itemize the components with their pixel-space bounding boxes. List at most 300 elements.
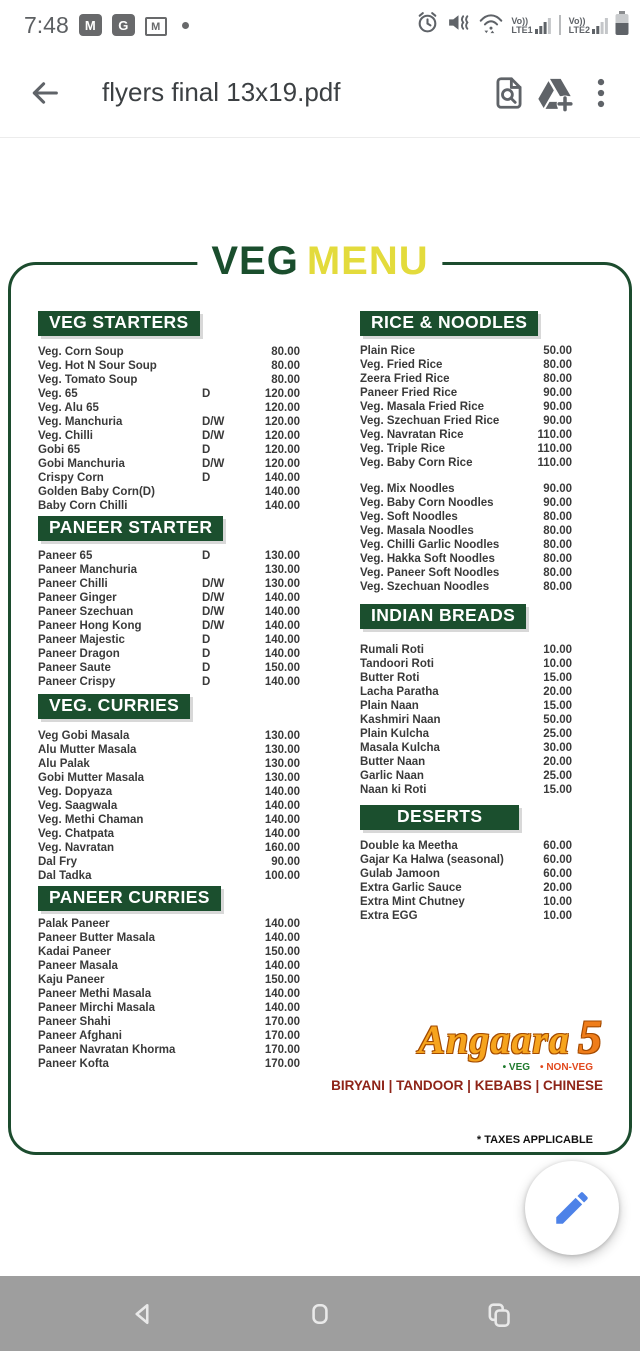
menu-item [38, 799, 300, 813]
status-time: 7:48 [24, 11, 69, 38]
mute-vibrate-icon [446, 10, 471, 40]
google-app-notification-icon: G [112, 14, 135, 36]
menu-item-price: 140.00 [264, 800, 300, 812]
menu-item-list [360, 344, 572, 594]
menu-item-name: Crispy Corn [38, 472, 104, 484]
menu-item-tag: D/W [202, 578, 225, 590]
menu-item-price: 20.00 [543, 882, 572, 894]
menu-item-price: 10.00 [543, 896, 572, 908]
menu-item-name: Veg. Szechuan Noodles [360, 581, 490, 593]
menu-item-price: 20.00 [543, 756, 572, 768]
menu-item-price: 90.00 [543, 415, 572, 427]
menu-section-header: PANEER CURRIES [38, 886, 221, 911]
menu-item-price: 120.00 [264, 402, 300, 414]
menu-item-price: 130.00 [264, 744, 300, 756]
menu-item [38, 729, 300, 743]
navigation-bar [0, 1276, 640, 1351]
veg-label: • VEG [502, 1062, 531, 1073]
menu-item [38, 591, 300, 605]
menu-columns [11, 265, 629, 1071]
menu-item-name: Gulab Jamoon [360, 868, 440, 880]
menu-item-name: Veg. Hot N Sour Soup [38, 360, 157, 372]
signal-bars-icon [535, 16, 551, 34]
menu-item-name: Golden Baby Corn(D) [38, 486, 155, 498]
menu-item-name: Paneer Dragon [38, 648, 120, 660]
menu-item-price: 140.00 [264, 500, 300, 512]
menu-item [360, 713, 572, 727]
menu-item [360, 442, 572, 456]
menu-item [360, 783, 572, 797]
list-spacer [360, 470, 572, 482]
menu-item-name: Veg. Triple Rice [360, 443, 446, 455]
menu-item [360, 538, 572, 552]
menu-item-name: Veg. Masala Fried Rice [360, 401, 485, 413]
menu-item-tag: D [202, 634, 211, 646]
brand-number: 5 [578, 1011, 603, 1064]
menu-section-header: VEG. CURRIES [38, 694, 190, 719]
menu-item-name: Paneer Manchuria [38, 564, 138, 576]
menu-item [360, 755, 572, 769]
menu-item-price: 150.00 [264, 946, 300, 958]
menu-item-price: 140.00 [264, 918, 300, 930]
menu-section [360, 265, 572, 594]
status-bar [0, 0, 640, 48]
menu-section [360, 797, 572, 923]
menu-item [38, 633, 300, 647]
menu-item-name: Plain Kulcha [360, 728, 430, 740]
menu-item [360, 881, 572, 895]
menu-item-price: 120.00 [264, 430, 300, 442]
menu-item-price: 80.00 [543, 373, 572, 385]
menu-item-price: 90.00 [543, 387, 572, 399]
menu-item [360, 909, 572, 923]
back-button[interactable] [22, 70, 68, 116]
menu-item-name: Veg. Tomato Soup [38, 374, 138, 386]
menu-item-price: 10.00 [543, 658, 572, 670]
menu-item-price: 50.00 [543, 714, 572, 726]
menu-item-name: Paneer Hong Kong [38, 620, 142, 632]
menu-item [360, 580, 572, 594]
document-title: flyers final 13x19.pdf [102, 77, 341, 107]
menu-section-header: DESERTS [360, 805, 519, 830]
menu-item-price: 140.00 [264, 932, 300, 944]
menu-item-name: Veg. Mix Noodles [360, 483, 455, 495]
menu-item-tag: D [202, 388, 211, 400]
brand-block [331, 1011, 603, 1093]
menu-item [38, 429, 300, 443]
signal-bars-icon [592, 16, 608, 34]
menu-item-name: Veg. Szechuan Fried Rice [360, 415, 500, 427]
menu-item-price: 80.00 [543, 511, 572, 523]
menu-item-price: 80.00 [543, 581, 572, 593]
menu-item [38, 675, 300, 689]
menu-item [38, 499, 300, 513]
more-notifications-dot-icon [182, 22, 189, 29]
menu-item-price: 120.00 [264, 388, 300, 400]
menu-item-price: 140.00 [264, 648, 300, 660]
menu-item-list [360, 839, 572, 923]
menu-item [38, 373, 300, 387]
menu-item-name: Paneer 65 [38, 550, 93, 562]
menu-item-price: 120.00 [264, 416, 300, 428]
menu-item-name: Veg Gobi Masala [38, 730, 130, 742]
battery-icon [614, 10, 630, 41]
menu-item-price: 150.00 [264, 974, 300, 986]
menu-item [38, 1043, 300, 1057]
menu-item [360, 699, 572, 713]
menu-item-name: Extra Garlic Sauce [360, 882, 462, 894]
menu-item [360, 895, 572, 909]
add-to-drive-button[interactable] [532, 70, 578, 116]
menu-item-name: Veg. Soft Noodles [360, 511, 458, 523]
brand-subtitle [503, 1062, 593, 1073]
menu-item-name: Palak Paneer [38, 918, 110, 930]
menu-item-name: Veg. Chilli Garlic Noodles [360, 539, 500, 551]
menu-item-name: Paneer Kofta [38, 1058, 109, 1070]
menu-item-name: Paneer Ginger [38, 592, 117, 604]
menu-item-name: Veg. Corn Soup [38, 346, 124, 358]
overflow-menu-button[interactable] [578, 70, 624, 116]
menu-item [38, 619, 300, 633]
menu-item-name: Veg. Alu 65 [38, 402, 99, 414]
menu-item [38, 1015, 300, 1029]
menu-item-name: Zeera Fried Rice [360, 373, 450, 385]
menu-item-price: 140.00 [264, 960, 300, 972]
menu-item [38, 771, 300, 785]
menu-item-tag: D [202, 472, 211, 484]
menu-item [38, 443, 300, 457]
menu-item-price: 140.00 [264, 1002, 300, 1014]
menu-item-price: 80.00 [271, 374, 300, 386]
menu-item [38, 959, 300, 973]
menu-item-name: Butter Roti [360, 672, 420, 684]
menu-item-price: 120.00 [264, 444, 300, 456]
menu-item [38, 605, 300, 619]
mail-notification-icon: M [145, 17, 167, 36]
menu-item-tag: D [202, 550, 211, 562]
menu-item-price: 90.00 [543, 497, 572, 509]
menu-item-price: 100.00 [264, 870, 300, 882]
nav-back-button[interactable] [118, 1290, 166, 1338]
menu-item-list [38, 549, 300, 689]
menu-item-name: Paneer Crispy [38, 676, 116, 688]
find-in-document-button[interactable] [486, 70, 532, 116]
menu-item-price: 10.00 [543, 644, 572, 656]
menu-item-name: Kaju Paneer [38, 974, 105, 986]
menu-item-price: 110.00 [537, 457, 572, 469]
menu-item [360, 566, 572, 580]
menu-item-tag: D [202, 648, 211, 660]
menu-item-name: Veg. Masala Noodles [360, 525, 474, 537]
menu-item [38, 661, 300, 675]
menu-item [360, 657, 572, 671]
menu-item-tag: D/W [202, 458, 225, 470]
menu-item-price: 130.00 [264, 578, 300, 590]
menu-item-price: 140.00 [264, 988, 300, 1000]
menu-item [360, 510, 572, 524]
menu-item [38, 647, 300, 661]
brand-tagline: BIRYANI | TANDOOR | KEBABS | CHINESE [331, 1078, 603, 1093]
menu-item-price: 130.00 [264, 758, 300, 770]
menu-item [360, 643, 572, 657]
brand-logo [418, 1011, 604, 1064]
lte1-signal-indicator: Vo)) LTE1 [511, 16, 550, 34]
menu-item-tag: D [202, 662, 211, 674]
menu-item [360, 552, 572, 566]
menu-item-price: 140.00 [264, 606, 300, 618]
menu-item [38, 945, 300, 959]
menu-item-name: Veg. Navratan [38, 842, 115, 854]
menu-item [38, 813, 300, 827]
pdf-viewer[interactable] [0, 138, 640, 1276]
menu-item-list [38, 917, 300, 1071]
menu-item [360, 685, 572, 699]
menu-item [38, 387, 300, 401]
menu-item-name: Double ka Meetha [360, 840, 458, 852]
menu-item [38, 415, 300, 429]
menu-item [38, 549, 300, 563]
menu-item-price: 80.00 [271, 360, 300, 372]
nonveg-label: • NON-VEG [540, 1062, 593, 1073]
lte2-signal-indicator: Vo)) LTE2 [569, 16, 608, 34]
menu-item-price: 130.00 [264, 772, 300, 784]
menu-section-header: VEG STARTERS [38, 311, 200, 336]
menu-item-name: Plain Rice [360, 345, 415, 357]
menu-item-name: Veg. Baby Corn Noodles [360, 497, 494, 509]
menu-item [360, 524, 572, 538]
menu-item-name: Plain Naan [360, 700, 419, 712]
menu-item [38, 471, 300, 485]
menu-item-price: 140.00 [264, 620, 300, 632]
menu-item [38, 485, 300, 499]
menu-item-list [360, 643, 572, 797]
menu-item-price: 170.00 [264, 1030, 300, 1042]
alarm-icon [415, 10, 440, 40]
menu-item-price: 50.00 [543, 345, 572, 357]
menu-item [360, 400, 572, 414]
menu-item-tag: D [202, 676, 211, 688]
menu-item-name: Alu Palak [38, 758, 90, 770]
menu-item [360, 344, 572, 358]
menu-item [38, 359, 300, 373]
menu-item [360, 727, 572, 741]
menu-item-tag: D/W [202, 620, 225, 632]
menu-section-header: PANEER STARTER [38, 516, 223, 541]
menu-item-name: Garlic Naan [360, 770, 424, 782]
menu-item-price: 150.00 [264, 662, 300, 674]
menu-item-name: Extra Mint Chutney [360, 896, 465, 908]
menu-item-price: 80.00 [271, 346, 300, 358]
menu-item-name: Alu Mutter Masala [38, 744, 137, 756]
edit-fab[interactable] [525, 1161, 619, 1255]
menu-section [360, 594, 572, 797]
menu-item-price: 80.00 [543, 525, 572, 537]
menu-item [38, 785, 300, 799]
menu-item-name: Lacha Paratha [360, 686, 439, 698]
menu-item-name: Paneer Shahi [38, 1016, 111, 1028]
menu-section-header: INDIAN BREADS [360, 604, 526, 629]
menu-item [360, 482, 572, 496]
menu-item-name: Kadai Paneer [38, 946, 111, 958]
menu-item [38, 987, 300, 1001]
menu-item-name: Veg. Paneer Soft Noodles [360, 567, 500, 579]
menu-item-name: Paneer Saute [38, 662, 111, 674]
menu-item-price: 170.00 [264, 1044, 300, 1056]
menu-item-name: Paneer Methi Masala [38, 988, 152, 1000]
menu-item [360, 358, 572, 372]
menu-item-price: 90.00 [543, 483, 572, 495]
menu-item [38, 827, 300, 841]
menu-item-price: 160.00 [264, 842, 300, 854]
menu-item-tag: D/W [202, 592, 225, 604]
menu-item-name: Veg. 65 [38, 388, 78, 400]
menu-title-veg: VEG [211, 239, 299, 283]
menu-item-name: Extra EGG [360, 910, 418, 922]
menu-item-price: 120.00 [264, 458, 300, 470]
menu-item-name: Gajar Ka Halwa (seasonal) [360, 854, 504, 866]
menu-item-price: 90.00 [271, 856, 300, 868]
menu-item-price: 140.00 [264, 592, 300, 604]
menu-right-column [360, 265, 572, 1071]
menu-item [360, 414, 572, 428]
menu-item-name: Veg. Hakka Soft Noodles [360, 553, 495, 565]
nav-home-button[interactable] [296, 1290, 344, 1338]
menu-item [38, 401, 300, 415]
menu-page [8, 239, 632, 1155]
app-bar [0, 48, 640, 138]
menu-item-name: Butter Naan [360, 756, 426, 768]
menu-item-name: Gobi Mutter Masala [38, 772, 145, 784]
menu-item-name: Veg. Chilli [38, 430, 93, 442]
menu-item-name: Veg. Navratan Rice [360, 429, 464, 441]
menu-item-name: Paneer Mirchi Masala [38, 1002, 155, 1014]
menu-item [38, 931, 300, 945]
menu-item [38, 869, 300, 883]
menu-item-price: 25.00 [543, 770, 572, 782]
menu-item [38, 757, 300, 771]
menu-item-price: 130.00 [264, 550, 300, 562]
menu-section [38, 513, 300, 689]
menu-item-price: 140.00 [264, 786, 300, 798]
menu-item-price: 130.00 [264, 730, 300, 742]
menu-item-price: 15.00 [543, 784, 572, 796]
menu-item-name: Dal Tadka [38, 870, 92, 882]
menu-item-name: Tandoori Roti [360, 658, 434, 670]
menu-item [38, 917, 300, 931]
menu-item-price: 140.00 [264, 486, 300, 498]
menu-section [38, 883, 300, 1071]
menu-item-name: Naan ki Roti [360, 784, 427, 796]
menu-item-price: 110.00 [537, 429, 572, 441]
menu-item [38, 577, 300, 591]
nav-recents-button[interactable] [474, 1290, 522, 1338]
menu-item-price: 130.00 [264, 564, 300, 576]
menu-section [38, 265, 300, 513]
menu-item-name: Veg. Chatpata [38, 828, 115, 840]
menu-item-price: 80.00 [543, 553, 572, 565]
menu-item-price: 80.00 [543, 567, 572, 579]
menu-item-list [38, 345, 300, 513]
menu-item-price: 20.00 [543, 686, 572, 698]
menu-item-price: 60.00 [543, 868, 572, 880]
menu-item-name: Baby Corn Chilli [38, 500, 128, 512]
menu-item-list [38, 729, 300, 883]
menu-item [38, 1057, 300, 1071]
menu-item [38, 743, 300, 757]
menu-title [197, 239, 442, 284]
menu-item [38, 457, 300, 471]
status-bar-right [415, 10, 630, 41]
menu-item [38, 855, 300, 869]
status-divider [559, 15, 561, 35]
menu-item-price: 140.00 [264, 472, 300, 484]
menu-item-tag: D [202, 444, 211, 456]
menu-item-name: Paneer Majestic [38, 634, 125, 646]
menu-title-menu: MENU [306, 239, 429, 283]
menu-section-header: RICE & NOODLES [360, 311, 538, 336]
menu-item-name: Paneer Navratan Khorma [38, 1044, 176, 1056]
menu-item-price: 140.00 [264, 676, 300, 688]
menu-item-price: 30.00 [543, 742, 572, 754]
menu-item [38, 841, 300, 855]
menu-item-price: 15.00 [543, 672, 572, 684]
taxes-note: * TAXES APPLICABLE [476, 1134, 593, 1146]
menu-item-name: Paneer Chilli [38, 578, 108, 590]
menu-item [38, 1029, 300, 1043]
menu-item [360, 839, 572, 853]
menu-item [360, 456, 572, 470]
menu-item [360, 867, 572, 881]
menu-item-price: 90.00 [543, 401, 572, 413]
menu-item-name: Gobi Manchuria [38, 458, 125, 470]
menu-item-name: Dal Fry [38, 856, 77, 868]
menu-item-price: 170.00 [264, 1016, 300, 1028]
menu-left-column [38, 265, 300, 1071]
menu-section [38, 689, 300, 883]
menu-item-price: 80.00 [543, 539, 572, 551]
menu-item-price: 60.00 [543, 840, 572, 852]
menu-item-price: 10.00 [543, 910, 572, 922]
menu-item [360, 769, 572, 783]
menu-item-price: 140.00 [264, 828, 300, 840]
menu-item-name: Paneer Butter Masala [38, 932, 155, 944]
pencil-icon [551, 1187, 593, 1229]
menu-item-price: 140.00 [264, 634, 300, 646]
menu-item-name: Veg. Baby Corn Rice [360, 457, 473, 469]
menu-item-name: Gobi 65 [38, 444, 81, 456]
menu-item-tag: D/W [202, 430, 225, 442]
status-bar-left [24, 12, 189, 39]
menu-item [360, 496, 572, 510]
menu-item-name: Paneer Masala [38, 960, 118, 972]
menu-item-name: Veg. Manchuria [38, 416, 123, 428]
menu-item-price: 110.00 [537, 443, 572, 455]
menu-item-price: 80.00 [543, 359, 572, 371]
wifi-icon [477, 10, 505, 41]
menu-item-name: Veg. Saagwala [38, 800, 118, 812]
menu-item-price: 140.00 [264, 814, 300, 826]
menu-item [360, 853, 572, 867]
menu-item-name: Kashmiri Naan [360, 714, 441, 726]
menu-item-name: Veg. Fried Rice [360, 359, 443, 371]
menu-item [360, 671, 572, 685]
menu-item [360, 372, 572, 386]
menu-item-tag: D/W [202, 416, 225, 428]
menu-item-name: Paneer Szechuan [38, 606, 134, 618]
menu-item-name: Veg. Dopyaza [38, 786, 113, 798]
menu-item [360, 741, 572, 755]
menu-item-price: 15.00 [543, 700, 572, 712]
